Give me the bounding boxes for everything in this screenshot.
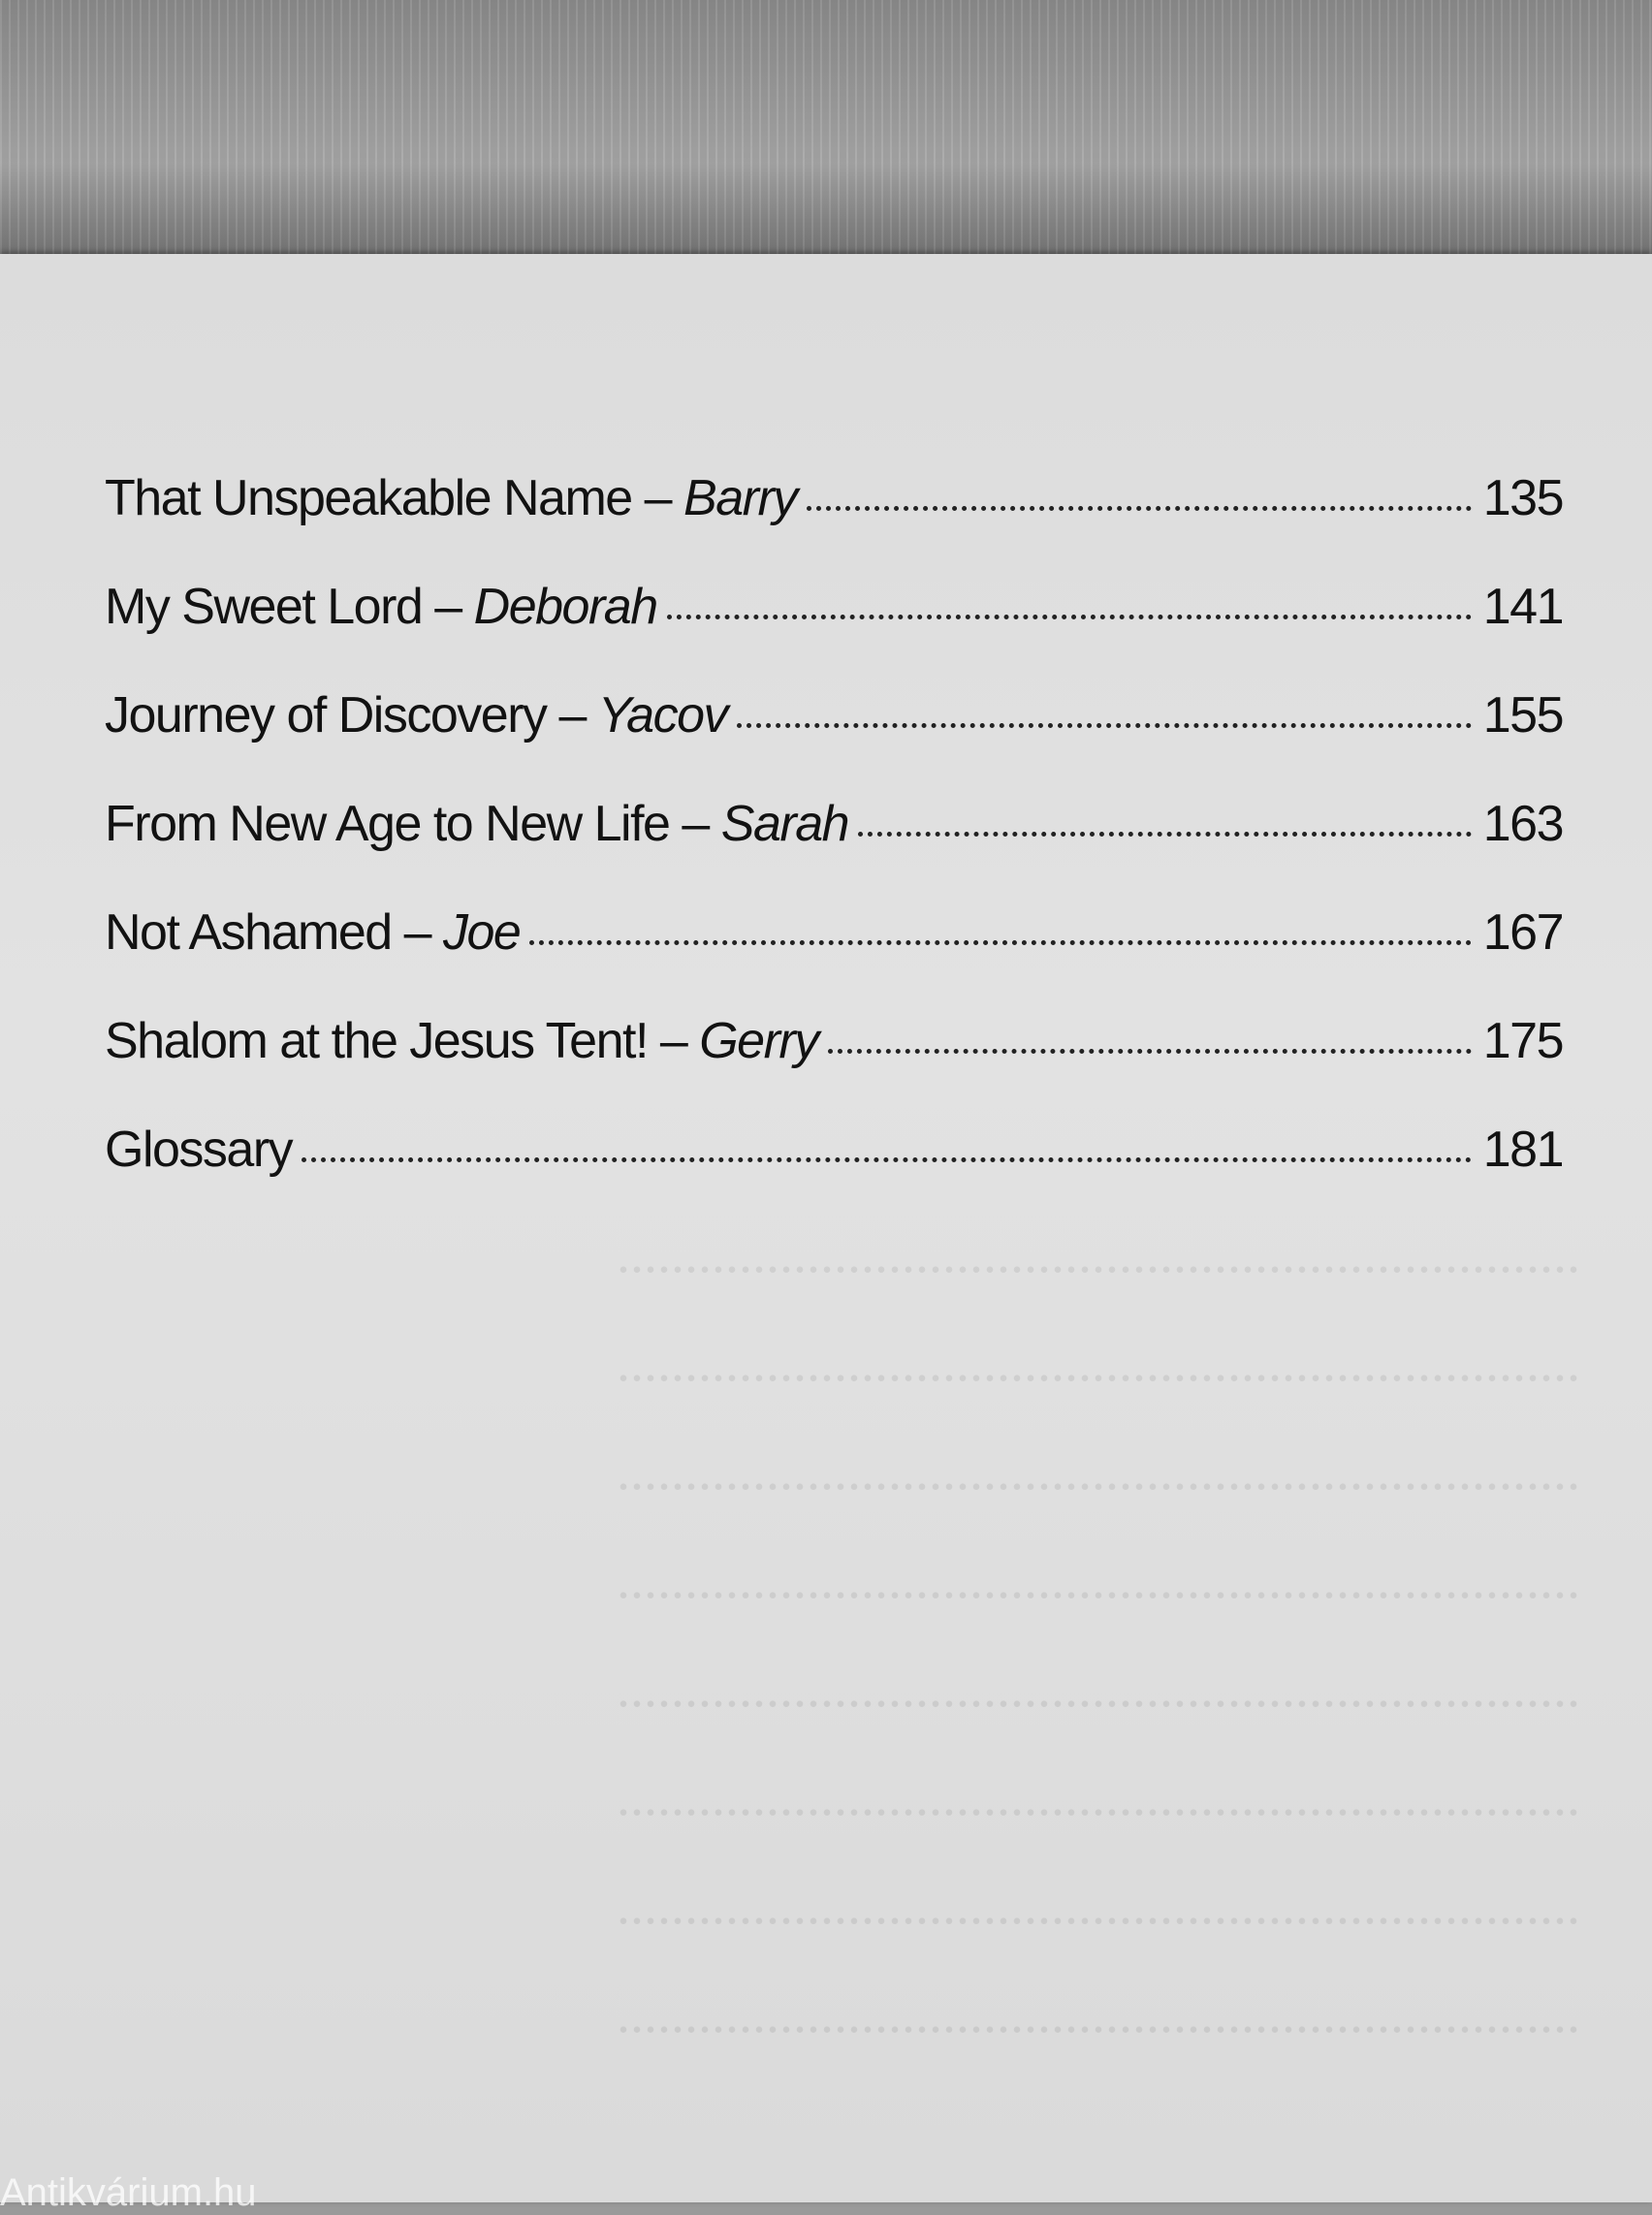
- entry-page-number: 175: [1482, 1013, 1563, 1069]
- dot-leader: [667, 615, 1472, 619]
- entry-author: Yacov: [597, 687, 728, 744]
- entry-title: That Unspeakable Name: [105, 470, 632, 526]
- toc-entry: [105, 903, 1563, 1012]
- entry-title: Not Ashamed: [105, 904, 392, 961]
- book-page: [0, 254, 1652, 2202]
- dot-leader: [737, 723, 1472, 728]
- toc-entry: [105, 1012, 1563, 1121]
- entry-separator: –: [422, 579, 474, 635]
- entry-page-number: 167: [1482, 904, 1563, 961]
- entry-title: Journey of Discovery: [105, 687, 547, 744]
- entry-title: Shalom at the Jesus Tent!: [105, 1013, 648, 1069]
- entry-separator: –: [631, 470, 684, 526]
- toc-entry: [105, 795, 1563, 903]
- table-of-contents: [105, 469, 1563, 1229]
- entry-page-number: 181: [1482, 1122, 1563, 1178]
- toc-entry: [105, 686, 1563, 795]
- entry-author: Joe: [443, 904, 521, 961]
- watermark-text: Antikvárium.hu: [0, 2171, 257, 2214]
- entry-author: Barry: [683, 470, 797, 526]
- toc-entry: [105, 469, 1563, 578]
- entry-separator: –: [647, 1013, 700, 1069]
- dot-leader: [302, 1157, 1472, 1162]
- entry-page-number: 141: [1482, 579, 1563, 635]
- entry-separator: –: [546, 687, 598, 744]
- entry-separator: –: [391, 904, 444, 961]
- entry-author: Gerry: [699, 1013, 818, 1069]
- dot-leader: [807, 506, 1472, 511]
- entry-page-number: 135: [1482, 470, 1563, 526]
- entry-page-number: 155: [1482, 687, 1563, 744]
- entry-separator: –: [669, 796, 721, 852]
- dot-leader: [858, 832, 1472, 837]
- background-surface: [0, 0, 1652, 271]
- dot-leader: [529, 940, 1471, 945]
- show-through-text: ....................................................................... ....................................................................... ....................................................................... ....................................................................... ....................................................................... ....................................................................... ....................................................................... .......................................................................: [617, 1224, 1580, 2044]
- entry-page-number: 163: [1482, 796, 1563, 852]
- entry-author: Sarah: [720, 796, 849, 852]
- toc-entry: [105, 1121, 1563, 1229]
- dot-leader: [828, 1049, 1472, 1054]
- entry-title: My Sweet Lord: [105, 579, 423, 635]
- entry-title: Glossary: [105, 1122, 293, 1178]
- toc-entry: [105, 578, 1563, 686]
- entry-title: From New Age to New Life: [105, 796, 670, 852]
- entry-author: Deborah: [473, 579, 657, 635]
